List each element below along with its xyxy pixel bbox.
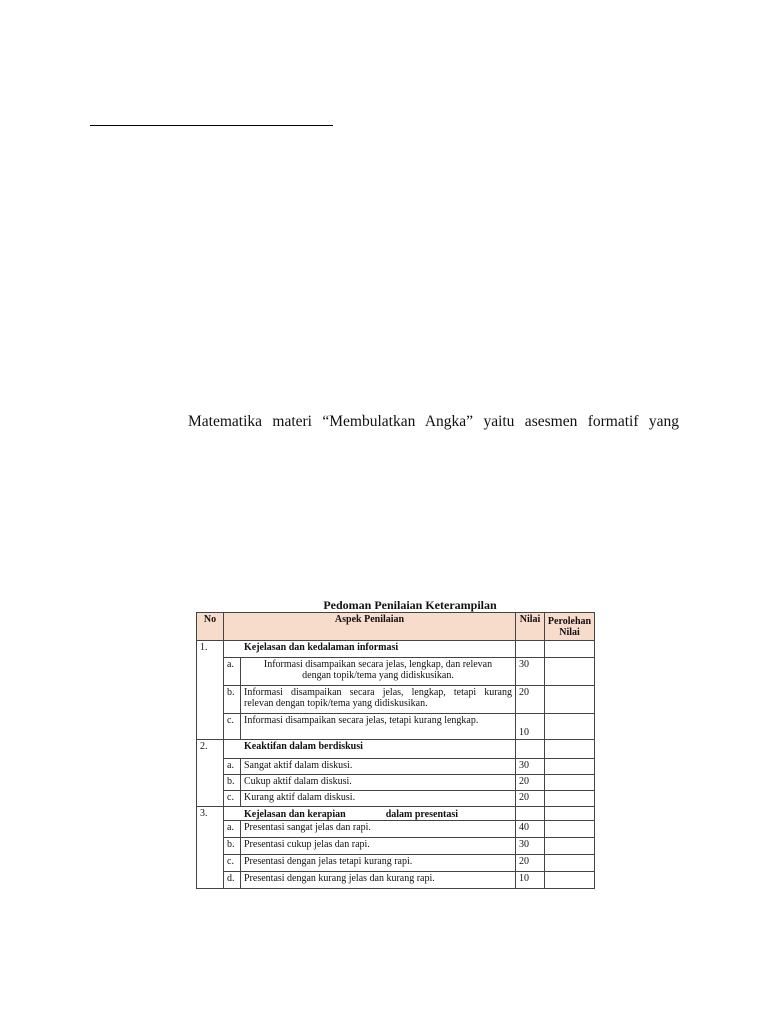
nilai-cell xyxy=(516,740,545,759)
table-row xyxy=(197,686,595,714)
item-description: Presentasi dengan kurang jelas dan kurang rapi. xyxy=(241,872,516,889)
nilai-cell: 20 xyxy=(516,686,545,714)
table-row xyxy=(197,775,595,791)
section-title-text: Keaktifan dalam berdiskusi xyxy=(244,741,363,752)
item-letter: c. xyxy=(224,714,241,740)
table-row xyxy=(197,821,595,838)
item-letter: a. xyxy=(224,759,241,775)
perolehan-cell xyxy=(545,872,595,889)
perolehan-cell xyxy=(545,686,595,714)
item-description: Kurang aktif dalam diskusi. xyxy=(241,791,516,807)
perolehan-cell xyxy=(545,740,595,759)
table-header-row xyxy=(197,613,595,641)
perolehan-cell xyxy=(545,759,595,775)
perolehan-cell xyxy=(545,821,595,838)
item-letter: b. xyxy=(224,775,241,791)
item-letter: c. xyxy=(224,791,241,807)
nilai-cell: 30 xyxy=(516,759,545,775)
nilai-cell: 20 xyxy=(516,791,545,807)
nilai-cell: 30 xyxy=(516,838,545,855)
item-letter: a. xyxy=(224,821,241,838)
table-row xyxy=(197,791,595,807)
item-letter: b. xyxy=(224,838,241,855)
item-description: Sangat aktif dalam diskusi. xyxy=(241,759,516,775)
rubric-figure xyxy=(196,598,594,889)
section-title xyxy=(224,807,516,821)
item-letter: d. xyxy=(224,872,241,889)
table-row xyxy=(197,838,595,855)
top-rule xyxy=(90,125,333,126)
table-row xyxy=(197,872,595,889)
section-title-text: Kejelasan dan kedalaman informasi xyxy=(244,642,399,653)
nilai-cell: 20 xyxy=(516,855,545,872)
item-description xyxy=(241,686,516,714)
section-number: 2. xyxy=(197,740,224,807)
nilai-cell: 30 xyxy=(516,658,545,686)
perolehan-cell xyxy=(545,838,595,855)
header-nilai: Nilai xyxy=(516,613,545,641)
section-title xyxy=(224,641,516,658)
item-letter: c. xyxy=(224,855,241,872)
section-row xyxy=(197,807,595,821)
nilai-cell: 40 xyxy=(516,821,545,838)
item-description: Presentasi dengan jelas tetapi kurang rapi. xyxy=(241,855,516,872)
item-description xyxy=(241,658,516,686)
perolehan-cell xyxy=(545,775,595,791)
header-perolehan-line1: Perolehan xyxy=(547,615,592,627)
perolehan-cell xyxy=(545,807,595,821)
item-description-line: Informasi disampaikan secara jelas, lengkap, dan relevan xyxy=(263,659,493,670)
rubric-table xyxy=(196,612,595,889)
section-number: 3. xyxy=(197,807,224,889)
nilai-cell: 20 xyxy=(516,775,545,791)
item-description: Presentasi sangat jelas dan rapi. xyxy=(241,821,516,838)
perolehan-cell xyxy=(545,641,595,658)
item-description-line: relevan dengan topik/tema yang didiskusikan. xyxy=(244,698,428,709)
section-row xyxy=(197,740,595,759)
perolehan-cell xyxy=(545,658,595,686)
item-description: Informasi disampaikan secara jelas, tetapi kurang lengkap. xyxy=(241,714,516,740)
header-perolehan-line2: Nilai xyxy=(559,626,580,638)
item-description: Presentasi cukup jelas dan rapi. xyxy=(241,838,516,855)
nilai-cell xyxy=(516,807,545,821)
perolehan-cell xyxy=(545,855,595,872)
rubric-title: Pedoman Penilaian Keterampilan xyxy=(323,598,497,612)
body-paragraph-line: Matematika materi “Membulatkan Angka” yaitu asesmen formatif yang xyxy=(188,413,679,430)
table-row xyxy=(197,759,595,775)
table-row xyxy=(197,855,595,872)
section-title-text: dalam presentasi xyxy=(385,809,459,820)
section-title xyxy=(224,740,516,759)
table-row xyxy=(197,658,595,686)
section-title-text: Kejelasan dan kerapian xyxy=(244,809,346,820)
perolehan-cell xyxy=(545,791,595,807)
perolehan-cell xyxy=(545,714,595,740)
section-row xyxy=(197,641,595,658)
header-aspek: Aspek Penilaian xyxy=(224,613,516,641)
section-number: 1. xyxy=(197,641,224,740)
header-perolehan xyxy=(545,613,595,641)
nilai-cell: 10 xyxy=(516,872,545,889)
item-description-line: Informasi disampaikan secara jelas, lengkap, tetapi kurang xyxy=(244,687,512,698)
nilai-cell xyxy=(516,641,545,658)
item-letter: b. xyxy=(224,686,241,714)
item-description-line: dengan topik/tema yang didiskusikan. xyxy=(302,670,454,681)
table-row xyxy=(197,714,595,740)
item-description: Cukup aktif dalam diskusi. xyxy=(241,775,516,791)
header-no: No xyxy=(197,613,224,641)
nilai-cell: 10 xyxy=(516,714,545,740)
item-letter: a. xyxy=(224,658,241,686)
